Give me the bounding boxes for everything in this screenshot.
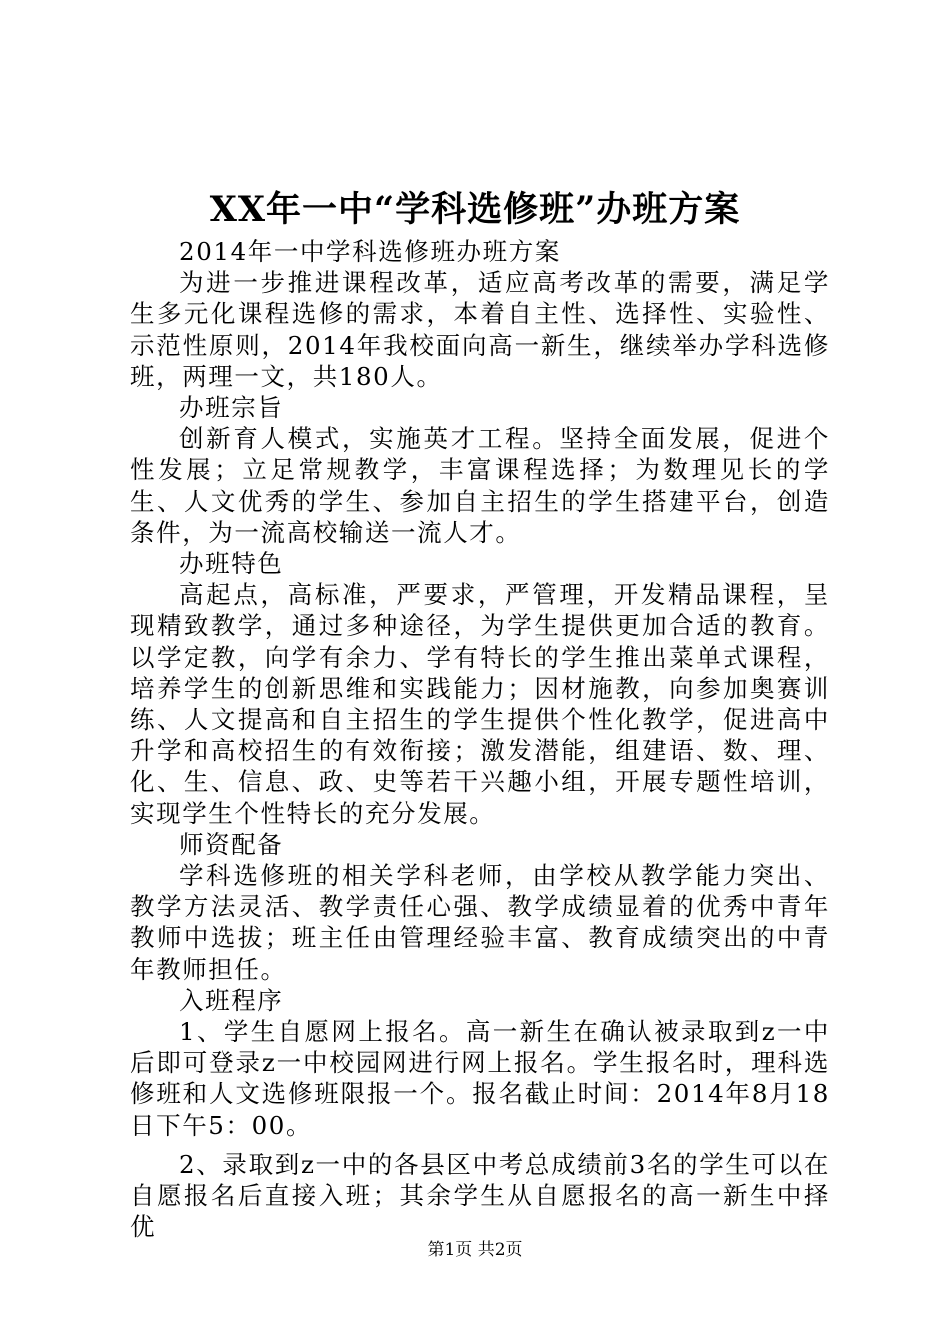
paragraph-intro: 为进一步推进课程改革，适应高考改革的需要，满足学生多元化课程选修的需求，本着自主性、选择性、实验性、示范性原则，2014年我校面向高一新生，继续举办学科选修班，两理一文，共180人。 bbox=[130, 268, 830, 391]
section-heading-admission: 入班程序 bbox=[179, 985, 284, 1015]
document-title: XX年一中“学科选修班”办班方案 bbox=[209, 189, 741, 230]
paragraph-admission-step-1: 1、学生自愿网上报名。高一新生在确认被录取到z一中后即可登录z一中校园网进行网上报名。学生报名时，理科选修班和人文选修班限报一个。报名截止时间：2014年8月18日下午5：00。 bbox=[130, 1017, 830, 1140]
paragraph-subtitle: 2014年一中学科选修班办班方案 bbox=[179, 237, 561, 266]
paragraph-admission-step-2: 2、录取到z一中的各县区中考总成绩前3名的学生可以在自愿报名后直接入班；其余学生从自愿报名的高一新生中择优 bbox=[130, 1149, 830, 1242]
section-heading-features: 办班特色 bbox=[179, 549, 284, 579]
paragraph-teachers: 学科选修班的相关学科老师，由学校从教学能力突出、教学方法灵活、教学责任心强、教学成绩显着的优秀中青年教师中选拔；班主任由管理经验丰富、教育成绩突出的中青年教师担任。 bbox=[130, 861, 830, 984]
document-body bbox=[130, 236, 830, 1243]
section-heading-teachers: 师资配备 bbox=[179, 829, 284, 859]
paragraph-purpose: 创新育人模式，实施英才工程。坚持全面发展，促进个性发展；立足常规教学，丰富课程选择；为数理见长的学生、人文优秀的学生、参加自主招生的学生搭建平台，创造条件，为一流高校输送一流人才。 bbox=[130, 424, 830, 547]
section-heading-purpose: 办班宗旨 bbox=[179, 393, 284, 423]
paragraph-features: 高起点，高标准，严要求，严管理，开发精品课程，呈现精致教学，通过多种途径，为学生提供更加合适的教育。以学定教，向学有余力、学有特长的学生推出菜单式课程，培养学生的创新思维和实践能力；因材施教，向参加奥赛训练、人文提高和自主招生的学生提供个性化教学，促进高中升学和高校招生的有效衔接；激发潜能，组建语、数、理、化、生、信息、政、史等若干兴趣小组，开展专题性培训，实现学生个性特长的充分发展。 bbox=[130, 580, 830, 828]
page-number-footer: 第1页 共2页 bbox=[427, 1240, 523, 1260]
